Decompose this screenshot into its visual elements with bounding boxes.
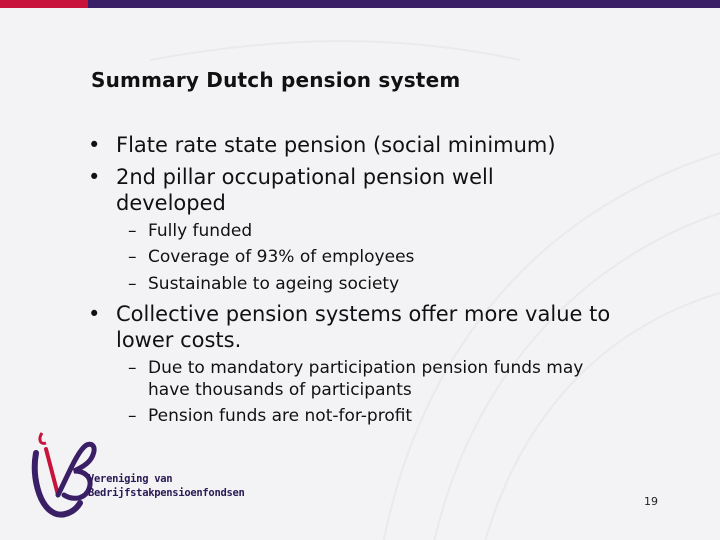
sub-bullet-marker: – [128, 247, 137, 267]
bullet-item [88, 164, 556, 216]
sub-bullet-marker: – [128, 358, 137, 378]
bullet-text: Collective pension systems offer more value to lower costs. [116, 302, 611, 352]
sub-bullet-text: Pension funds are not-for-profit [148, 406, 413, 426]
bullet-item [88, 301, 656, 353]
bullet-marker: • [88, 302, 101, 326]
sub-bullet-item [128, 220, 628, 242]
sub-bullet-item [128, 357, 618, 401]
slide-title: Summary Dutch pension system [91, 68, 461, 92]
sub-bullet-item [128, 246, 628, 268]
sub-bullet-marker: – [128, 406, 137, 426]
bullet-text: Flate rate state pension (social minimum) [116, 133, 556, 157]
logo-line-1: Vereniging van [88, 473, 173, 485]
sub-bullet-text: Sustainable to ageing society [148, 274, 400, 294]
page-number: 19 [644, 495, 658, 508]
bullet-marker: • [88, 165, 101, 189]
bullet-item [88, 132, 676, 158]
sub-bullet-text: Due to mandatory participation pension funds may have thousands of participants [148, 358, 584, 400]
sub-bullet-marker: – [128, 221, 137, 241]
bullet-text: 2nd pillar occupational pension well developed [116, 165, 494, 215]
sub-bullet-item [128, 405, 628, 427]
sub-bullet-marker: – [128, 274, 137, 294]
bullet-marker: • [88, 133, 101, 157]
sub-bullet-text: Fully funded [148, 221, 253, 241]
logo-wordmark [88, 472, 245, 500]
sub-bullet-item [128, 273, 628, 295]
logo-line-2: Bedrijfstakpensioenfondsen [88, 487, 245, 499]
sub-bullet-text: Coverage of 93% of employees [148, 247, 415, 267]
